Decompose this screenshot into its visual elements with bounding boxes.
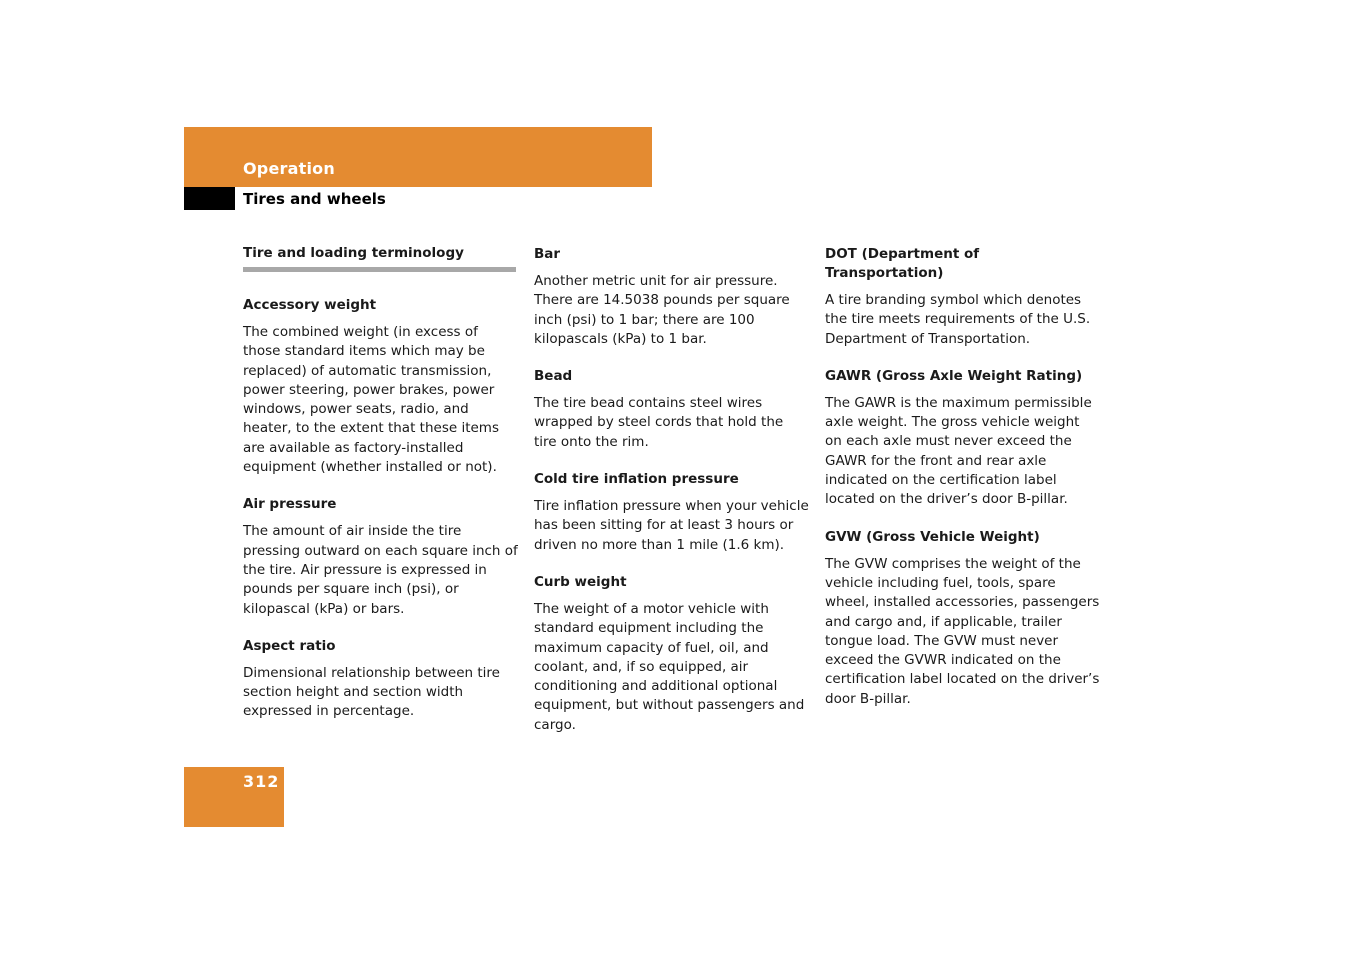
column-1: [243, 245, 518, 722]
section-marker: [184, 187, 235, 210]
term: Aspect ratio: [243, 637, 336, 654]
term: Bar: [534, 246, 561, 262]
definition: The amount of air inside the tire pressing outward on each square inch of the tire. Air pressure is expressed in pounds per square inch (psi), or kilopascal (kPa) or bars.: [243, 523, 518, 617]
entry-gawr: [825, 367, 1100, 510]
definition: The GAWR is the maximum permissible axle weight. The gross vehicle weight on each axle must never exceed the GAWR for the front and rear axle indicated on the certification label located on the driver’s door B-pillar.: [825, 394, 1092, 508]
topic-heading: Tire and loading terminology: [243, 245, 516, 272]
term: Air pressure: [243, 496, 337, 513]
entry-curb-weight: [534, 573, 809, 735]
term: Accessory weight: [243, 297, 377, 313]
page-number: 312: [243, 772, 280, 791]
entry-accessory-weight: [243, 296, 518, 477]
term: Curb weight: [534, 573, 627, 590]
definition: A tire branding symbol which denotes the tire meets requirements of the U.S. Department of Transportation.: [825, 292, 1091, 347]
entry-dot: [825, 245, 1100, 349]
column-2: [534, 245, 809, 735]
definition: The weight of a motor vehicle with standard equipment including the maximum capacity of fuel, oil, and coolant, and, if so equipped, air conditioning and additional optional equipment, but without passengers and cargo.: [534, 600, 805, 733]
entry-bar: [534, 245, 809, 349]
term: GVW (Gross Vehicle Weight): [825, 528, 1040, 545]
section-title: Operation: [243, 159, 335, 178]
entry-bead: [534, 367, 809, 452]
definition: The GVW comprises the weight of the vehicle including fuel, tools, spare wheel, installed accessories, passengers and cargo and, if applicable, trailer tongue load. The GVW must never exceed the GVWR indicated on the certification label located on the driver’s door B-pillar.: [825, 555, 1100, 707]
definition: Dimensional relationship between tire section height and section width expressed in percentage.: [243, 664, 500, 720]
entry-air-pressure: [243, 495, 518, 618]
definition: Tire inflation pressure when your vehicle has been sitting for at least 3 hours or driven no more than 1 mile (1.6 km).: [534, 498, 809, 553]
term: GAWR (Gross Axle Weight Rating): [825, 367, 1083, 384]
term: Bead: [534, 368, 573, 385]
term: Cold tire inflation pressure: [534, 471, 739, 488]
definition: The combined weight (in excess of those standard items which may be replaced) of automatic transmission, power steering, power brakes, power windows, power seats, radio, and heater, to the extent that these items are available as factory-installed equipment (whether installed or not).: [243, 324, 499, 476]
definition: The tire bead contains steel wires wrapped by steel cords that hold the tire onto the rim.: [534, 395, 784, 450]
definition: Another metric unit for air pressure. There are 14.5038 pounds per square inch (psi) to 1 bar; there are 100 kilopascals (kPa) to 1 bar.: [534, 273, 790, 347]
entry-cold-tire-inflation-pressure: [534, 470, 809, 555]
column-3: [825, 245, 1100, 709]
header-bar: [184, 127, 652, 187]
entry-gvw: [825, 528, 1100, 709]
term: DOT (Department of Transportation): [825, 246, 980, 281]
entry-aspect-ratio: [243, 637, 518, 722]
subsection-title: Tires and wheels: [243, 190, 386, 208]
